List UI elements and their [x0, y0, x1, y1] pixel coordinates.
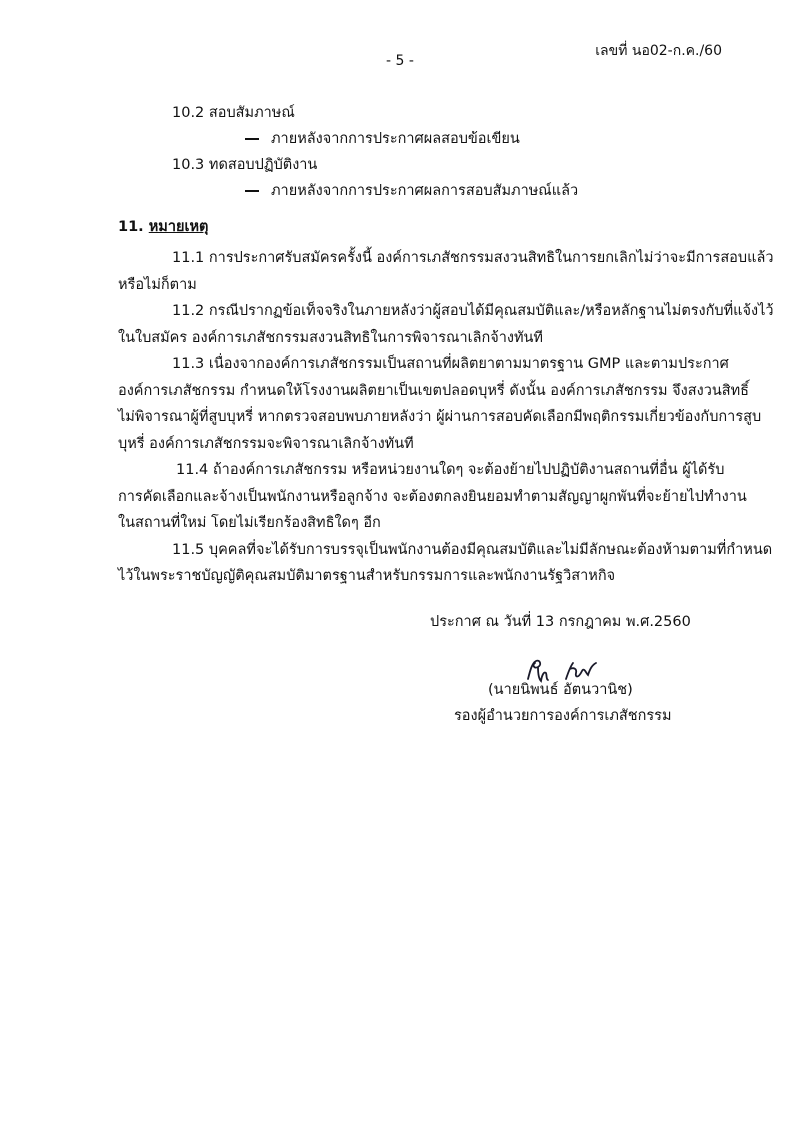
paragraph-11-2-line-1: 11.2 กรณีปรากฏข้อเท็จจริงในภายหลังว่าผู้สอบได้มีคุณสมบัติและ/หรือหลักฐานไม่ตรงกับที่แจ้งไว้ [172, 303, 774, 319]
paragraph-11-3-line-3: ไม่พิจารณาผู้ที่สูบบุหรี่ หากตรวจสอบพบภายหลังว่า ผู้ผ่านการสอบคัดเลือกมีพฤติกรรมเกี่ยวข้องกับการสูบ [118, 409, 762, 425]
page-number: - 5 - [386, 53, 414, 69]
paragraph-11-3-line-1: 11.3 เนื่องจากองค์การเภสัชกรรมเป็นสถานที่ผลิตยาตามมาตรฐาน GMP และตามประกาศ [172, 356, 729, 372]
paragraph-11-4-line-3: ในสถานที่ใหม่ โดยไม่เรียกร้องสิทธิใดๆ อีก [118, 515, 381, 531]
paragraph-11-3-line-4: บุหรี่ องค์การเภสัชกรรมจะพิจารณาเลิกจ้างทันที [118, 436, 414, 452]
paragraph-11-4-line-2: การคัดเลือกและจ้างเป็นพนักงานหรือลูกจ้าง จะต้องตกลงยินยอมทำตามสัญญาผูกพันที่จะย้ายไปทำงาน [118, 489, 747, 505]
document-reference: เลขที่ นอ02-ก.ค./60 [595, 43, 722, 59]
dash-icon [245, 138, 259, 140]
signer-name: (นายนิพนธ์ อัตนวานิช) [488, 682, 633, 698]
item-10-2-detail [245, 127, 520, 150]
paragraph-11-2-line-2: ในใบสมัคร องค์การเภสัชกรรมสงวนสิทธิในการพิจารณาเลิกจ้างทันที [118, 330, 543, 346]
section-11-heading [118, 215, 208, 238]
item-10-3-detail-text: ภายหลังจากการประกาศผลการสอบสัมภาษณ์แล้ว [271, 183, 579, 199]
paragraph-11-1-line-1: 11.1 การประกาศรับสมัครครั้งนี้ องค์การเภสัชกรรมสงวนสิทธิในการยกเลิกไม่ว่าจะมีการสอบแล้ว [172, 250, 774, 266]
paragraph-11-4-line-1: 11.4 ถ้าองค์การเภสัชกรรม หรือหน่วยงานใดๆ จะต้องย้ายไปปฏิบัติงานสถานที่อื่น ผู้ได้รับ [176, 462, 725, 478]
item-10-2: 10.2 สอบสัมภาษณ์ [172, 105, 295, 121]
item-10-3-detail [245, 179, 578, 202]
item-10-3: 10.3 ทดสอบปฏิบัติงาน [172, 157, 318, 173]
section-11-number: 11. [118, 219, 144, 235]
item-10-2-detail-text: ภายหลังจากการประกาศผลสอบข้อเขียน [271, 131, 520, 147]
announcement-date: ประกาศ ณ วันที่ 13 กรกฎาคม พ.ศ.2560 [430, 614, 691, 630]
paragraph-11-5-line-2: ไว้ในพระราชบัญญัติคุณสมบัติมาตรฐานสำหรับกรรมการและพนักงานรัฐวิสาหกิจ [118, 568, 616, 584]
dash-icon [245, 190, 259, 192]
paragraph-11-3-line-2: องค์การเภสัชกรรม กำหนดให้โรงงานผลิตยาเป็นเขตปลอดบุหรี่ ดังนั้น องค์การเภสัชกรรม จึงสงวนสิทธิ์ [118, 383, 750, 399]
signer-position: รองผู้อำนวยการองค์การเภสัชกรรม [454, 708, 672, 724]
section-11-title: หมายเหตุ [148, 219, 209, 235]
paragraph-11-1-line-2: หรือไม่ก็ตาม [118, 277, 197, 293]
paragraph-11-5-line-1: 11.5 บุคคลที่จะได้รับการบรรจุเป็นพนักงานต้องมีคุณสมบัติและไม่มีลักษณะต้องห้ามตามที่กำหนด [172, 542, 773, 558]
